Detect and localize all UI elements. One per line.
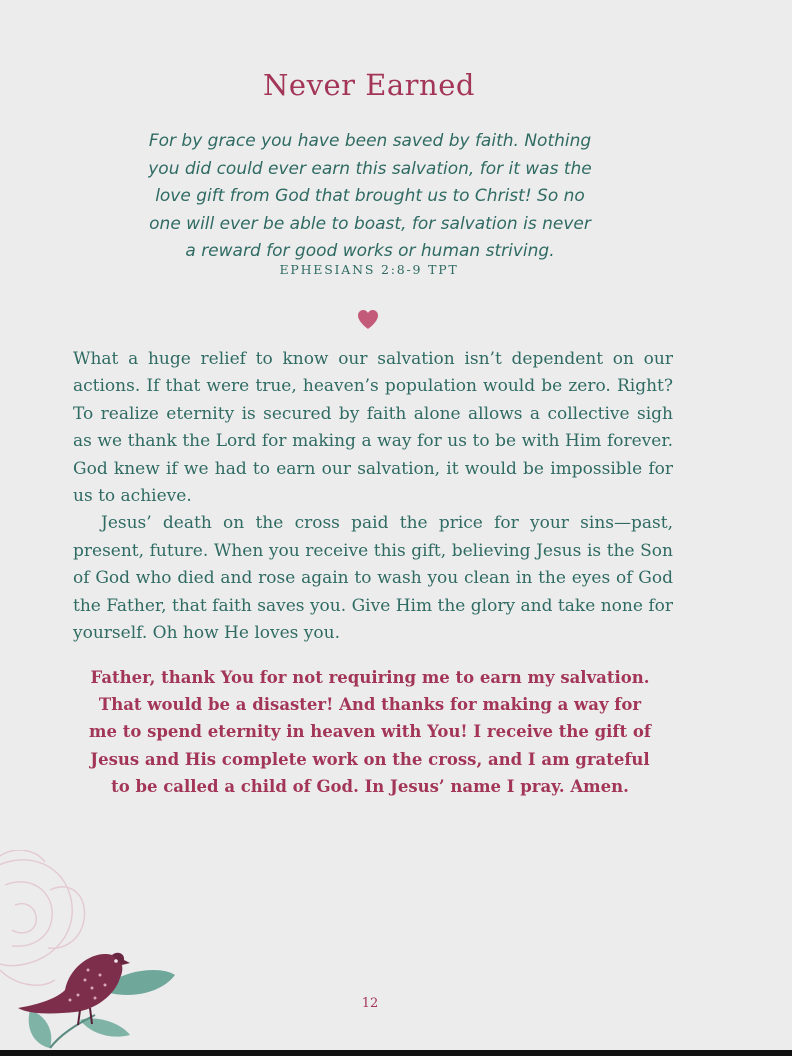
page-number: 12	[361, 996, 379, 1011]
body-paragraph: Jesus’ death on the cross paid the price for your sins—past, present, future. When you receive this gift, believing Jesus is the Son of God who died and rose again to wash you clean in the eyes of God the Father, that faith saves you. Give Him the glory and take none for yourself. Oh how He loves you.	[73, 513, 673, 644]
bird-on-flower-illustration	[0, 850, 200, 1050]
scripture-verse	[120, 128, 620, 266]
prayer	[70, 664, 670, 800]
verse-line: love gift from God that brought us to Christ! So no	[155, 186, 585, 206]
verse-line: For by grace you have been saved by faith. Nothing	[148, 131, 592, 151]
leaf-icon	[80, 1018, 130, 1036]
heart-icon	[356, 308, 380, 330]
prayer-line: That would be a disaster! And thanks for making a way for	[98, 695, 642, 715]
leaf-icon	[29, 1010, 52, 1048]
flower-icon	[0, 850, 85, 985]
verse-line: one will ever be able to boast, for salvation is never	[149, 213, 591, 234]
prayer-line: Jesus and His complete work on the cross, and I am grateful	[90, 749, 650, 769]
prayer-line: Father, thank You for not requiring me to earn my salvation.	[90, 668, 650, 687]
bottom-bar	[0, 1050, 792, 1056]
prayer-line: me to spend eternity in heaven with You! I receive the gift of	[89, 722, 651, 742]
verse-line: a reward for good works or human striving.	[185, 241, 555, 261]
verse-reference: EPHESIANS 2:8-9 TPT	[279, 262, 459, 277]
page-title: Never Earned	[263, 68, 475, 102]
prayer-line: to be called a child of God. In Jesus’ name I pray. Amen.	[111, 776, 629, 796]
body-paragraph: What a huge relief to know our salvation isn’t dependent on our actions. If that were true, heaven’s population would be zero. Right? To realize eternity is secured by faith alone allows a collective sigh as we thank the Lord for making a way for us to be with Him forever. God knew if we had to earn our salvation, it would be impossible for us to achieve.	[73, 349, 673, 507]
devotional-body	[73, 346, 673, 647]
verse-line: you did could ever earn this salvation, for it was the	[148, 158, 592, 179]
